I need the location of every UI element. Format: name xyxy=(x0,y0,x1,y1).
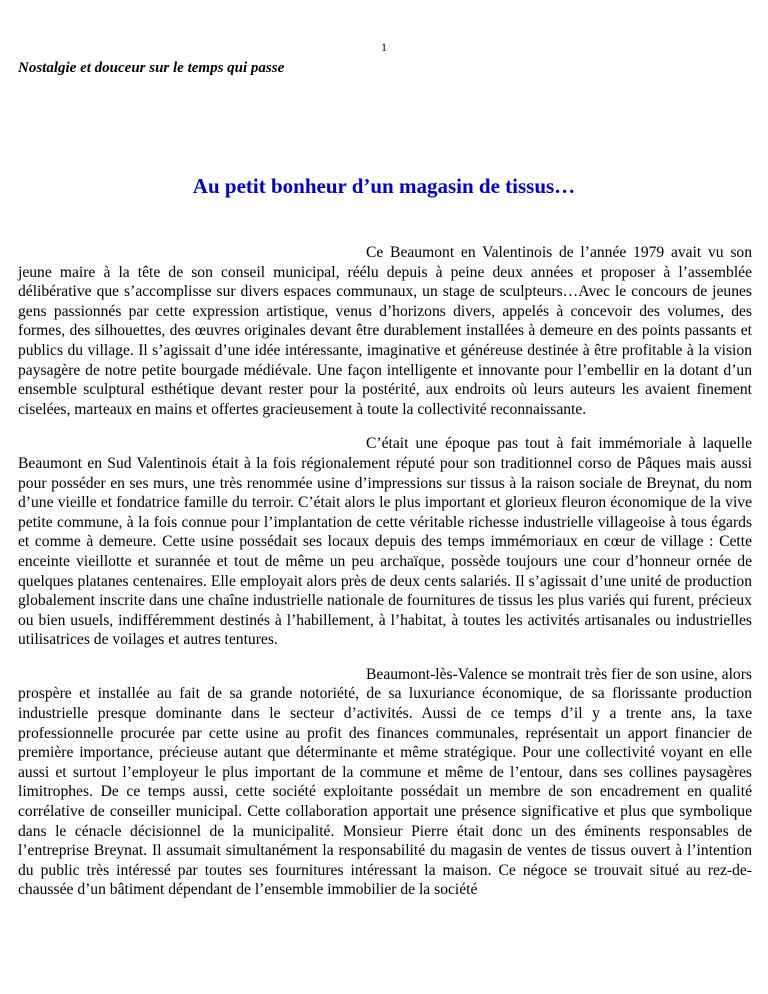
article-body xyxy=(18,243,752,915)
page-number: 1 xyxy=(381,40,387,54)
article-title: Au petit bonheur d’un magasin de tissus… xyxy=(192,174,576,198)
paragraph-3: Beaumont-lès-Valence se montrait très fier de son usine, alors prospère et installée au fait de sa grande notoriété, de sa luxuriance économique, de sa florissante production industrielle presque dominante dans le secteur d’activités. Aussi de ce temps d’il y a trente ans, la taxe professionnelle procurée par cette usine au profit des finances communales, représentait un apport financier de première importance, précieuse autant que déterminante et même stratégique. Pour une collectivité voyant en elle aussi et surtout l’employeur le plus important de la commune et même de l’entour, dans ses collines paysagères limitrophes. De ce temps aussi, cette société exploitante possédait un membre de son encadrement en qualité corrélative de conseiller municipal. Cette collaboration apportait une présence significative et plus que symbolique dans le cénacle décisionnel de la municipalité. Monsieur Pierre était donc un des éminents responsables de l’entreprise Breynat. Il assumait simultanément la responsabilité du magasin de ventes de tissus ouvert à l’intention du public très intéressé par toutes ses fournitures intéressant la maison. Ce négoce se trouvait situé au rez-de-chaussée d’un bâtiment dépendant de l’ensemble immobilier de la société xyxy=(18,665,752,899)
paragraph-2: C’était une époque pas tout à fait immémoriale à laquelle Beaumont en Sud Valentinois était à la fois régionalement réputé pour son traditionnel corso de Pâques mais aussi pour posséder en ses murs, une très renommée usine d’impressions sur tissus à la raison sociale de Breynat, du nom d’une vieille et fondatrice famille du terroir. C’était alors le plus important et glorieux fleuron économique de la vive petite commune, à la fois connue pour l’implantation de cette véritable richesse industrielle villageoise à tous égards et comme à demeure. Cette usine possédait ses locaux depuis des temps immémoriaux en cœur de village : Cette enceinte vieillotte et surannée et tout de même un peu archaïque, possède toujours une cour d’honneur ornée de quelques platanes centenaires. Elle employait alors près de deux cents salariés. Il s’agissait d’une unité de production globalement inscrite dans une chaîne industrielle nationale de fournitures de tissus les plus variés qui furent, précieux ou bien usuels, indifféremment destinés à l’habillement, à l’habitat, à toutes les activités artisanales ou industrielles utilisatrices de voilages et autres tentures. xyxy=(18,435,752,649)
paragraph-1: Ce Beaumont en Valentinois de l’année 1979 avait vu son jeune maire à la tête de son conseil municipal, réélu depuis à peine deux années et proposer à l’assemblée délibérative que s’accomplisse sur divers espaces communaux, un stage de sculpteurs…Avec le concours de jeunes gens passionnés par cette expression artistique, venus d’horizons divers, appelés à concevoir des volumes, des formes, des silhouettes, des œuvres originales devant être durablement installées à demeure en des points passants et publics du village. Il s’agissait d’une idée intéressante, imaginative et généreuse destinée à être profitable à la vision paysagère de notre petite bourgade médiévale. Une façon intelligente et innovante pour l’embellir en la dotant d’un ensemble sculptural esthétique devant rester pour la postérité, aux endroits où leurs auteurs les avaient finement ciselées, marteaux en mains et offertes gracieusement à toute la collectivité reconnaissante. xyxy=(18,244,752,418)
running-header: Nostalgie et douceur sur le temps qui passe xyxy=(18,60,285,76)
